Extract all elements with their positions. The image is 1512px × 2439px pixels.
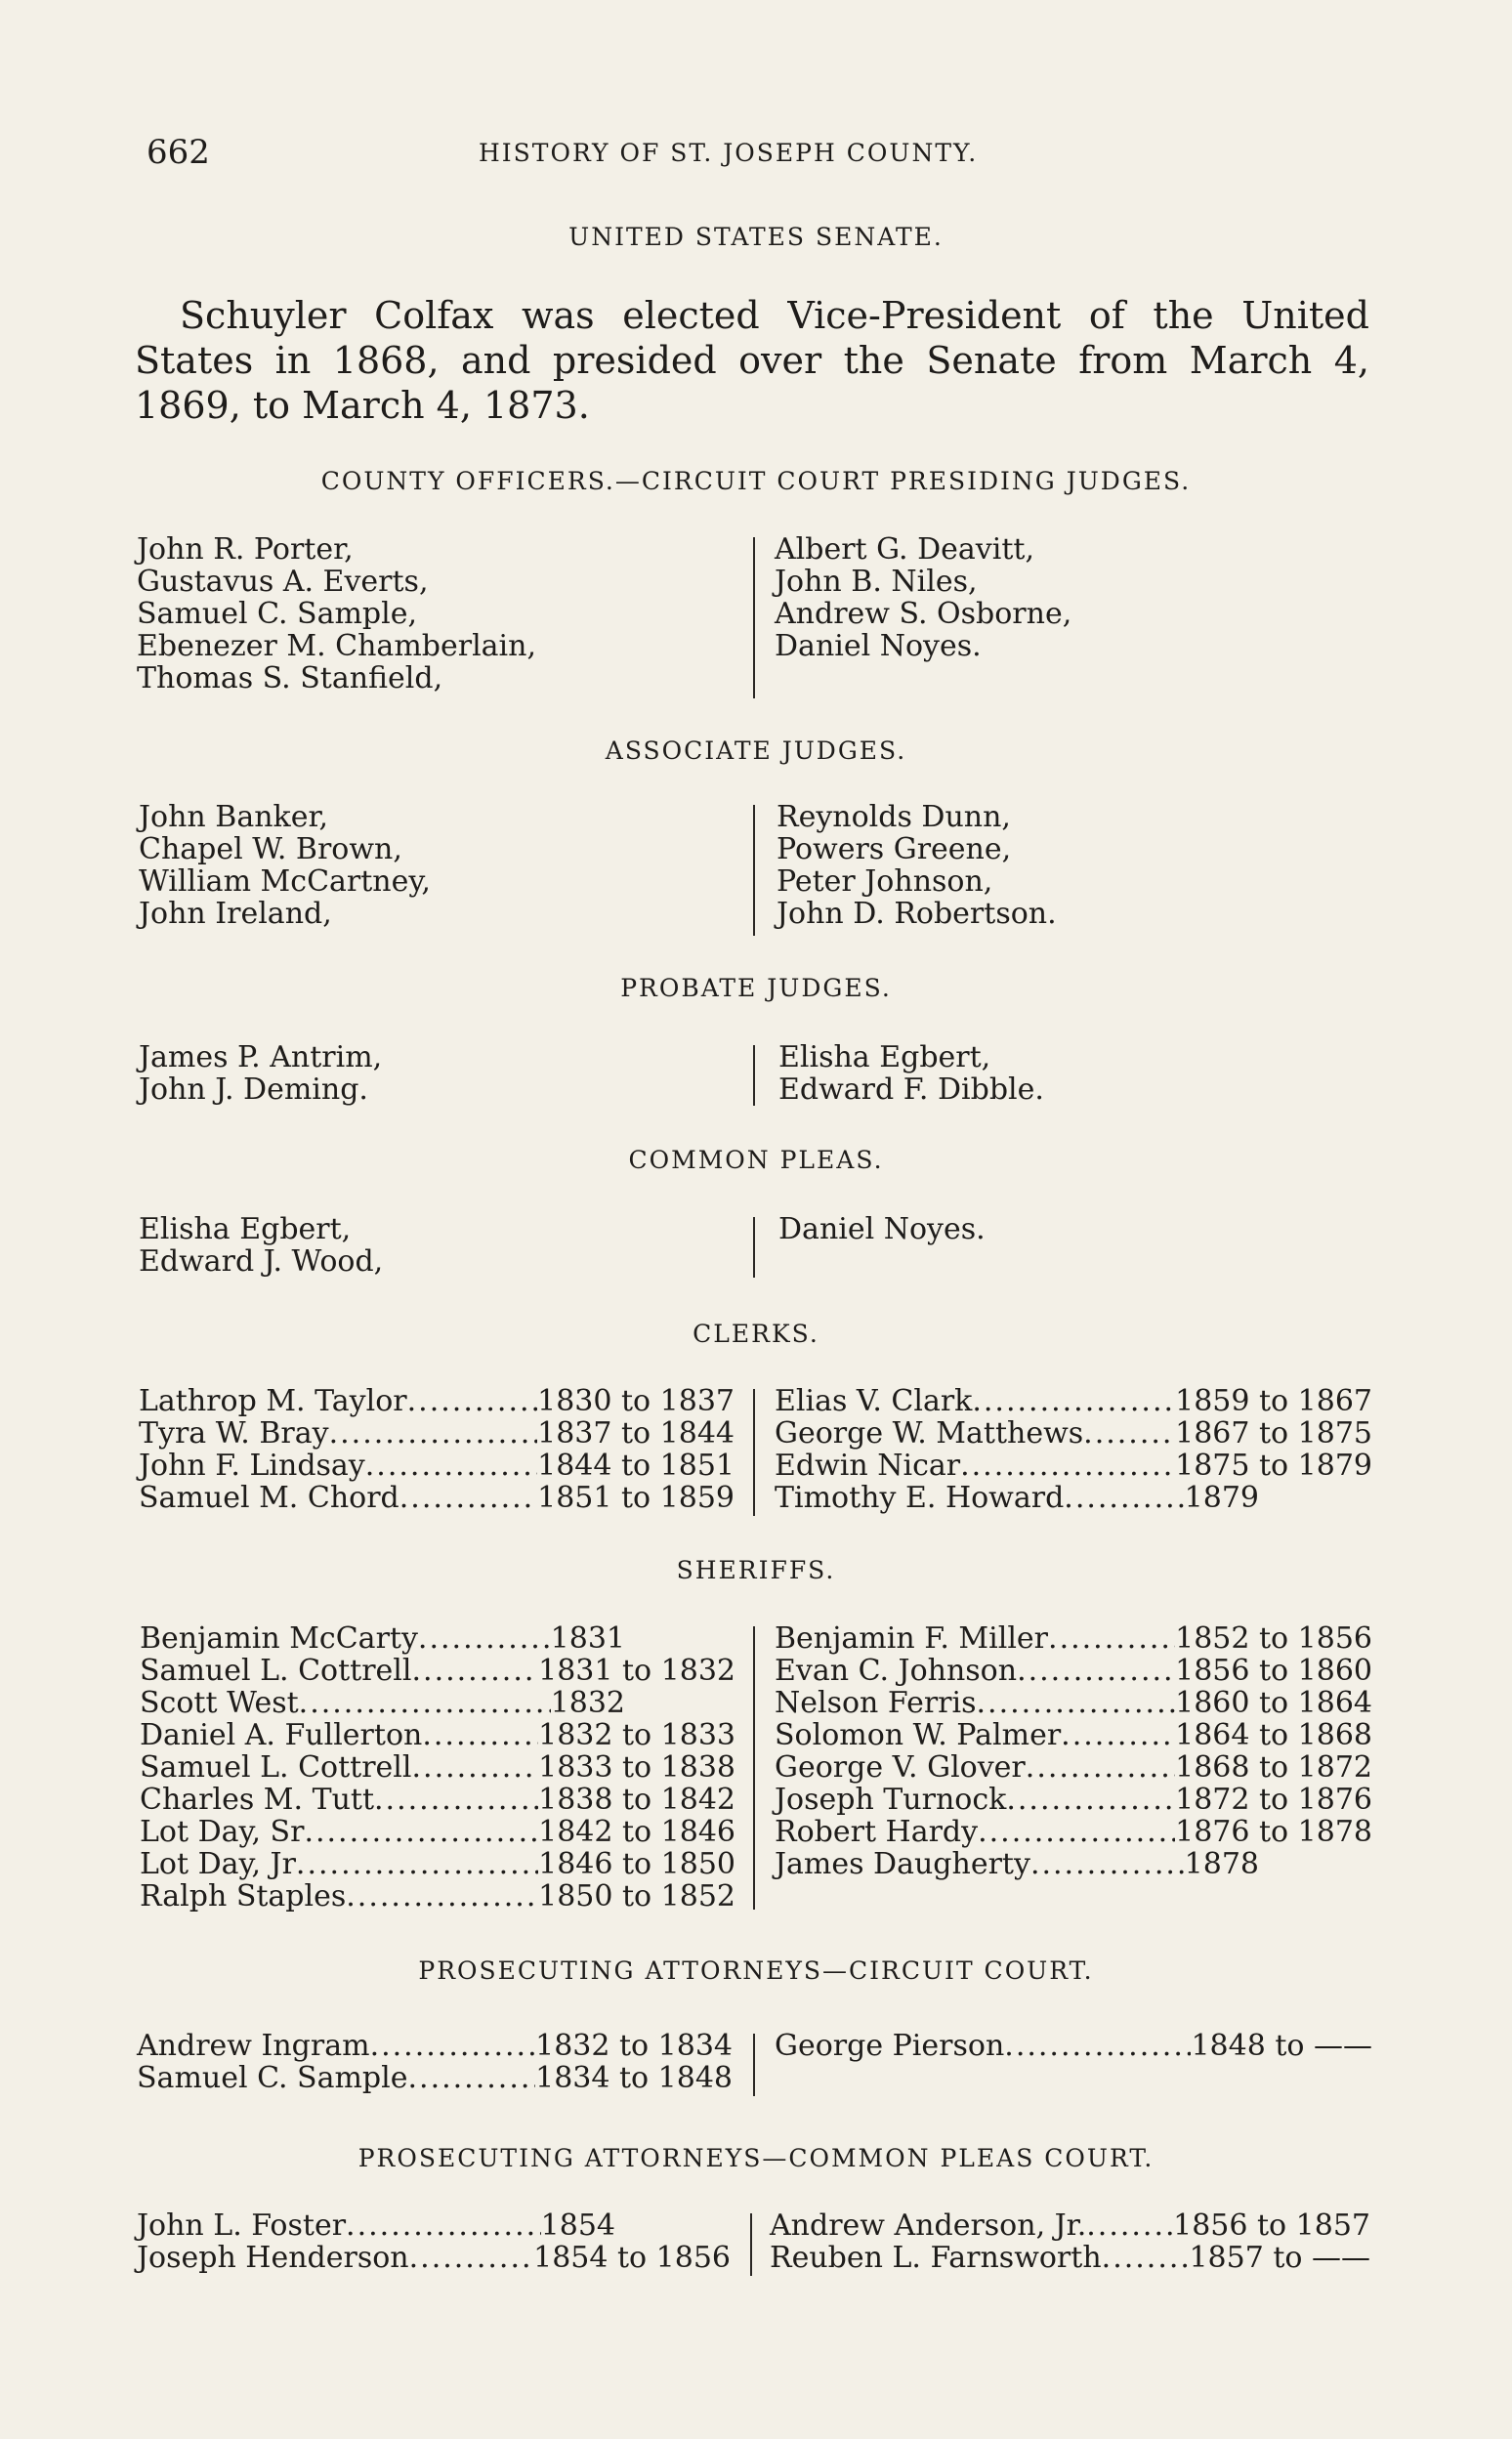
entry-name: Samuel L. Cottrell	[140, 1750, 412, 1785]
list-item	[139, 1450, 735, 1482]
list-item: Thomas S. Stanfield,	[137, 661, 443, 695]
list-item	[140, 1816, 735, 1848]
entry-name: Lathrop M. Taylor	[139, 1384, 407, 1418]
list-item	[137, 2242, 731, 2274]
list-item: John Banker,	[139, 800, 329, 834]
entry-years: 1854	[540, 2208, 615, 2243]
list-item	[140, 1719, 735, 1751]
circuit-judges-heading: COUNTY OFFICERS.—CIRCUIT COURT PRESIDING JUDGES.	[320, 467, 1192, 495]
list-item	[775, 1622, 1372, 1655]
list-item: Daniel Noyes.	[775, 629, 982, 663]
prosecuting-common-left	[137, 2209, 731, 2274]
entry-name: Andrew Ingram	[137, 2029, 370, 2063]
entry-years: 1854 to 1856	[533, 2241, 731, 2275]
list-item: Gustavus A. Everts,	[137, 565, 429, 599]
list-item	[775, 1816, 1372, 1848]
entry-years: 1850 to 1852	[538, 1879, 735, 1913]
list-item	[775, 1482, 1259, 1514]
probate-judges-right	[778, 1041, 1365, 1106]
list-item: John R. Porter,	[137, 532, 354, 567]
entry-years: 1857 to ——	[1189, 2241, 1370, 2275]
list-item: Powers Greene,	[777, 832, 1012, 866]
list-item: Andrew S. Osborne,	[775, 597, 1072, 631]
list-item: Reynolds Dunn,	[777, 800, 1011, 834]
entry-name: James Daugherty	[775, 1847, 1030, 1881]
entry-years: 1831 to 1832	[538, 1654, 735, 1688]
list-item: Peter Johnson,	[777, 864, 993, 899]
entry-years: 1842 to 1846	[538, 1815, 735, 1849]
entry-name: George Pierson	[775, 2029, 1005, 2063]
list-item	[140, 1687, 625, 1719]
list-item	[775, 1655, 1372, 1687]
entry-name: Tyra W. Bray	[139, 1416, 329, 1451]
entry-name: Timothy E. Howard	[775, 1481, 1065, 1515]
column-divider	[750, 2213, 752, 2276]
common-pleas-left	[139, 1213, 744, 1278]
list-item	[775, 1848, 1259, 1880]
list-item	[775, 1687, 1372, 1719]
list-item	[770, 2242, 1370, 2274]
list-item	[139, 1482, 735, 1514]
circuit-judges-right	[775, 533, 1361, 662]
prosecuting-circuit-left	[137, 2030, 733, 2094]
associate-judges-heading: ASSOCIATE JUDGES.	[605, 736, 907, 765]
entry-years: 1837 to 1844	[537, 1416, 735, 1451]
associate-judges-left	[139, 801, 744, 930]
list-item: John B. Niles,	[775, 565, 978, 599]
list-item: Daniel Noyes.	[778, 1212, 986, 1246]
list-item	[775, 1751, 1372, 1784]
sheriffs-right	[775, 1622, 1372, 1880]
entry-name: Samuel L. Cottrell	[140, 1654, 412, 1688]
list-item	[770, 2209, 1370, 2242]
list-item	[775, 1385, 1372, 1417]
entry-name: Ralph Staples	[140, 1879, 347, 1913]
common-pleas-right	[778, 1213, 1365, 1245]
list-item: John J. Deming.	[139, 1072, 368, 1107]
entry-name: Charles M. Tutt	[140, 1783, 375, 1817]
sheriffs-left	[140, 1622, 735, 1913]
entry-name: John L. Foster	[137, 2208, 347, 2243]
entry-years: 1838 to 1842	[538, 1783, 735, 1817]
associate-judges-right	[777, 801, 1363, 930]
list-item: Ebenezer M. Chamberlain,	[137, 629, 536, 663]
entry-years: 1878	[1184, 1847, 1259, 1881]
entry-name: Lot Day, Sr	[140, 1815, 305, 1849]
list-item	[775, 1417, 1372, 1450]
senate-paragraph: Schuyler Colfax was elected Vice-President of the United States in 1868, and presided over the Senate from March 4, 1869, to March 4, 1873.	[135, 294, 1369, 427]
prosecuting-circuit-heading: PROSECUTING ATTORNEYS—CIRCUIT COURT.	[418, 1956, 1094, 1985]
column-divider	[753, 1389, 755, 1516]
entry-name: Reuben L. Farnsworth	[770, 2241, 1102, 2275]
column-divider	[753, 537, 755, 698]
entry-name: Benjamin McCarty	[140, 1621, 418, 1656]
list-item: Elisha Egbert,	[778, 1040, 991, 1074]
list-item	[775, 1450, 1372, 1482]
entry-name: Daniel A. Fullerton	[140, 1718, 423, 1752]
clerks-left	[139, 1385, 735, 1514]
entry-years: 1832	[550, 1686, 625, 1720]
list-item	[140, 1880, 735, 1913]
entry-name: Nelson Ferris	[775, 1686, 977, 1720]
list-item	[140, 1784, 735, 1816]
entry-name: George V. Glover	[775, 1750, 1026, 1785]
probate-judges-left	[139, 1041, 744, 1106]
list-item	[775, 1784, 1372, 1816]
circuit-judges-left	[137, 533, 742, 694]
column-divider	[753, 1217, 755, 1278]
entry-name: Robert Hardy	[775, 1815, 979, 1849]
entry-years: 1875 to 1879	[1175, 1449, 1372, 1483]
entry-years: 1844 to 1851	[537, 1449, 735, 1483]
list-item: Elisha Egbert,	[139, 1212, 352, 1246]
entry-years: 1879	[1184, 1481, 1259, 1515]
entry-name: Joseph Henderson	[137, 2241, 409, 2275]
list-item: John Ireland,	[139, 897, 332, 931]
column-divider	[753, 1045, 755, 1106]
clerks-heading: CLERKS.	[693, 1320, 819, 1348]
column-divider	[753, 805, 755, 936]
entry-years: 1872 to 1876	[1175, 1783, 1372, 1817]
list-item	[139, 1417, 735, 1450]
senate-heading: UNITED STATES SENATE.	[568, 223, 944, 251]
entry-years: 1876 to 1878	[1175, 1815, 1372, 1849]
prosecuting-common-heading: PROSECUTING ATTORNEYS—COMMON PLEAS COURT.	[357, 2144, 1155, 2172]
column-divider	[753, 2034, 755, 2096]
list-item: Samuel C. Sample,	[137, 597, 418, 631]
clerks-right	[775, 1385, 1372, 1514]
list-item	[140, 1622, 625, 1655]
list-item	[140, 1751, 735, 1784]
entry-years: 1851 to 1859	[537, 1481, 735, 1515]
entry-name: Lot Day, Jr	[140, 1847, 296, 1881]
entry-name: Edwin Nicar	[775, 1449, 961, 1483]
list-item	[775, 1719, 1372, 1751]
list-item: Edward F. Dibble.	[778, 1072, 1044, 1107]
entry-years: 1859 to 1867	[1175, 1384, 1372, 1418]
list-item: Edward J. Wood,	[139, 1244, 384, 1279]
entry-years: 1860 to 1864	[1175, 1686, 1372, 1720]
entry-years: 1867 to 1875	[1175, 1416, 1372, 1451]
entry-name: Benjamin F. Miller	[775, 1621, 1049, 1656]
entry-years: 1833 to 1838	[538, 1750, 735, 1785]
common-pleas-heading: COMMON PLEAS.	[628, 1146, 884, 1174]
column-divider	[753, 1626, 755, 1910]
entry-years: 1856 to 1860	[1175, 1654, 1372, 1688]
entry-years: 1832 to 1834	[535, 2029, 733, 2063]
entry-years: 1832 to 1833	[538, 1718, 735, 1752]
list-item	[137, 2062, 733, 2094]
list-item	[137, 2209, 615, 2242]
running-head: HISTORY OF ST. JOSEPH COUNTY.	[479, 139, 979, 167]
list-item	[775, 2030, 1372, 2062]
entry-name: Joseph Turnock	[775, 1783, 1007, 1817]
list-item: William McCartney,	[139, 864, 431, 899]
list-item: James P. Antrim,	[139, 1040, 383, 1074]
entry-years: 1846 to 1850	[538, 1847, 735, 1881]
list-item: John D. Robertson.	[777, 897, 1057, 931]
entry-years: 1852 to 1856	[1175, 1621, 1372, 1656]
entry-years: 1856 to 1857	[1173, 2208, 1370, 2243]
entry-name: Samuel C. Sample	[137, 2061, 408, 2095]
entry-name: Elias V. Clark	[775, 1384, 973, 1418]
entry-years: 1848 to ——	[1191, 2029, 1372, 2063]
list-item: Albert G. Deavitt,	[775, 532, 1035, 567]
prosecuting-circuit-right	[775, 2030, 1372, 2062]
list-item: Chapel W. Brown,	[139, 832, 402, 866]
entry-name: Samuel M. Chord	[139, 1481, 399, 1515]
entry-years: 1834 to 1848	[535, 2061, 733, 2095]
entry-years: 1864 to 1868	[1175, 1718, 1372, 1752]
list-item	[140, 1655, 735, 1687]
entry-name: Scott West	[140, 1686, 299, 1720]
list-item	[140, 1848, 735, 1880]
entry-years: 1830 to 1837	[537, 1384, 735, 1418]
entry-years: 1868 to 1872	[1175, 1750, 1372, 1785]
sheriffs-heading: SHERIFFS.	[676, 1556, 836, 1584]
list-item	[137, 2030, 733, 2062]
prosecuting-common-right	[770, 2209, 1370, 2274]
entry-years: 1831	[550, 1621, 625, 1656]
list-item	[139, 1385, 735, 1417]
entry-name: George W. Matthews	[775, 1416, 1084, 1451]
entry-name: Andrew Anderson, Jr.	[770, 2208, 1087, 2243]
entry-name: Solomon W. Palmer	[775, 1718, 1062, 1752]
entry-name: John F. Lindsay	[139, 1449, 365, 1483]
entry-name: Evan C. Johnson	[775, 1654, 1018, 1688]
probate-judges-heading: PROBATE JUDGES.	[620, 974, 892, 1002]
page-number: 662	[147, 133, 210, 172]
